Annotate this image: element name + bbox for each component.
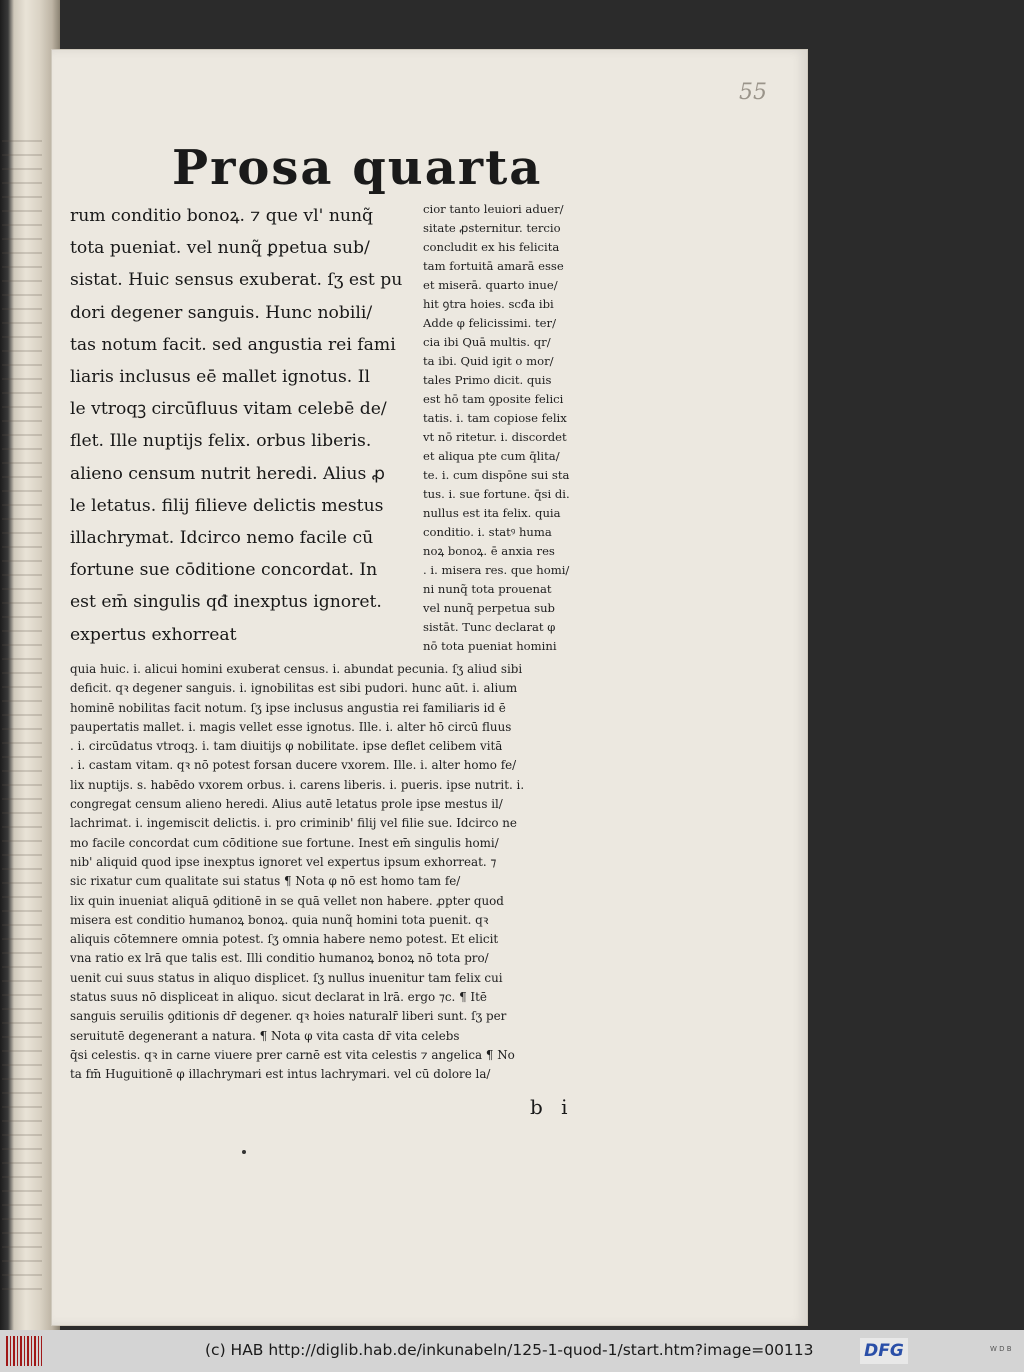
book-page <box>52 50 807 1325</box>
wdb-mark: W D B <box>990 1345 1012 1353</box>
main-text-column <box>70 200 408 651</box>
gloss-line: tus. i. sue fortune. q̄si di. <box>423 487 570 501</box>
gloss-line: vel nunq̃ perpetua sub <box>423 601 555 615</box>
hab-logo-icon[interactable] <box>6 1336 42 1366</box>
copyright-link[interactable]: (c) HAB http://diglib.hab.de/inkunabeln/125-1-quod-1/start.htm?image=00113 <box>205 1341 814 1359</box>
main-text-line: alieno censum nutrit heredi. Alius ꝓ <box>70 463 386 484</box>
signature-mark: b i <box>530 1095 574 1119</box>
commentary-line: uenit cui suus status in aliquo displicet. ſʒ nullus inuenitur tam felix cui <box>70 970 503 985</box>
previous-page-edge <box>0 0 60 1330</box>
ink-dot <box>242 1150 246 1154</box>
commentary-line: lachrimat. i. ingemiscit delictis. i. pro criminib' filij vel filie sue. Idcirco ne <box>70 816 517 831</box>
commentary-line: congregat censum alieno heredi. Alius autē letatus prole ipse mestus il/ <box>70 797 503 812</box>
commentary-line: lix quin inueniat aliquā ꝯditionē in se quā vellet non habere. ꝓpter quod <box>70 893 504 908</box>
commentary-line: deficit. qꝛ degener sanguis. i. ignobilitas est sibi pudori. hunc aūt. i. alium <box>70 681 518 696</box>
main-text-line: illachrymat. Idcirco nemo facile cū <box>70 528 374 549</box>
commentary-line: quia huic. i. alicui homini exuberat census. i. abundat pecunia. ſʒ aliud sibi <box>70 662 523 676</box>
commentary-line: . i. castam vitam. qꝛ nō potest forsan ducere vxorem. Ille. i. alter homo fe/ <box>70 758 517 773</box>
main-text-line: rum conditio bonoꝝ. ⁊ que vl' nunq̃ <box>70 206 374 226</box>
commentary-line: sic rixatur cum qualitate sui status ¶ Nota φ nō est homo tam fe/ <box>70 874 461 889</box>
main-text-line: dori degener sanguis. Hunc nobili/ <box>70 302 373 323</box>
gloss-line: tatis. i. tam copiose felix <box>423 411 567 425</box>
commentary-line: seruitutē degenerant a natura. ¶ Nota φ vita casta dr̄ vita celebs <box>70 1028 460 1043</box>
main-text-line: tota pueniat. vel nunq̃ ꝑpetua sub/ <box>70 238 370 259</box>
gloss-line: sitate ꝓsternitur. tercio <box>423 221 561 235</box>
commentary-line: q̄si celestis. qꝛ in carne viuere prer carnē est vita celestis ⁊ angelica ¶ No <box>70 1047 515 1062</box>
folio-number: 55 <box>739 80 767 105</box>
dfg-logo[interactable]: DFG <box>860 1338 908 1364</box>
commentary-block <box>70 660 600 1085</box>
page-heading: Prosa quarta <box>172 140 543 196</box>
commentary-line: . i. circūdatus vtroqꝫ. i. tam diuitijs φ nobilitate. ipse deflet celibem vitā <box>70 739 503 754</box>
commentary-line: sanguis seruilis ꝯditionis dr̄ degener. qꝛ hoies naturalr̄ liberi sunt. ſʒ per <box>70 1009 507 1024</box>
gloss-line: Adde φ felicissimi. ter/ <box>423 316 556 330</box>
commentary-line: status suus nō displiceat in aliquo. sicut declarat in lrā. ergo ⁊c. ¶ Itē <box>70 990 487 1005</box>
previous-page-text-fragments <box>2 140 42 1300</box>
commentary-line: ta fm̄ Huguitionē φ illachrymari est intus lachrymari. vel cū dolore la/ <box>70 1067 491 1082</box>
gloss-column <box>423 200 608 656</box>
main-text-line: sistat. Huic sensus exuberat. ſʒ est pu <box>70 270 403 291</box>
gloss-line: nullus est ita felix. quia <box>423 506 561 520</box>
gloss-line: cia ibi Quā multis. qr/ <box>423 335 551 349</box>
commentary-line: vna ratio ex lrā que talis est. Illi conditio humanoꝝ bonoꝝ nō tota pro/ <box>70 951 489 966</box>
main-text-line: tas notum facit. sed angustia rei fami <box>70 334 396 355</box>
gloss-line: cior tanto leuiori aduer/ <box>423 202 564 216</box>
gloss-line: ni nunq̃ tota prouenat <box>423 582 552 596</box>
commentary-line: nib' aliquid quod ipse inexptus ignoret vel expertus ipsum exhorreat. ⁊ <box>70 854 497 869</box>
main-text-line: le vtroqꝫ circūfluus vitam celebē de/ <box>70 399 387 420</box>
main-text-line: fortune sue cōditione concordat. In <box>70 560 378 581</box>
commentary-line: hominē nobilitas facit notum. ſʒ ipse inclusus angustia rei familiaris id ē <box>70 700 506 715</box>
gloss-line: est hō tam ꝯposite felici <box>423 392 564 406</box>
commentary-line: paupertatis mallet. i. magis vellet esse ignotus. Ille. i. alter hō circū fluus <box>70 719 512 734</box>
commentary-line: aliquis cōtemnere omnia potest. ſʒ omnia habere nemo potest. Et elicit <box>70 932 499 947</box>
gloss-line: . i. misera res. que homi/ <box>423 563 570 577</box>
main-text-line: le letatus. filij filieve delictis mestus <box>70 495 384 516</box>
gloss-line: sistāt. Tunc declarat φ <box>423 620 556 634</box>
commentary-line: mo facile concordat cum cōditione sue fortune. Inest em̄ singulis homi/ <box>70 835 499 850</box>
gloss-line: vt nō ritetur. i. discordet <box>423 430 567 444</box>
gloss-line: et aliqua pte cum q̄lita/ <box>423 449 560 463</box>
gloss-line: ta ibi. Quid igit o mor/ <box>423 354 554 368</box>
gloss-line: conditio. i. statꝰ huma <box>423 525 552 539</box>
gloss-line: noꝝ bonoꝝ. ē anxia res <box>423 544 555 558</box>
commentary-line: misera est conditio humanoꝝ bonoꝝ. quia nunq̃ homini tota puenit. qꝛ <box>70 912 489 927</box>
gloss-line: te. i. cum dispōne sui sta <box>423 468 570 482</box>
gloss-line: concludit ex his felicita <box>423 240 560 254</box>
main-text-line: flet. Ille nuptijs felix. orbus liberis. <box>70 431 372 452</box>
main-text-line: liaris inclusus eē mallet ignotus. Il <box>70 367 370 388</box>
main-text-line: est em̄ singulis qđ inexptus ignoret. <box>70 592 382 613</box>
gloss-line: nō tota pueniat homini <box>423 639 557 653</box>
gloss-line: hit ꝯtra hoies. scđa ibi <box>423 297 554 311</box>
commentary-line: lix nuptijs. s. habēdo vxorem orbus. i. carens liberis. i. pueris. ipse nutrit. i. <box>70 777 525 792</box>
gloss-line: tales Primo dicit. quis <box>423 373 552 387</box>
main-text-line: expertus exhorreat <box>70 624 237 645</box>
gloss-line: et miserā. quarto inue/ <box>423 278 558 292</box>
gloss-line: tam fortuitā amarā esse <box>423 259 564 273</box>
footer-bar <box>0 1330 1024 1372</box>
